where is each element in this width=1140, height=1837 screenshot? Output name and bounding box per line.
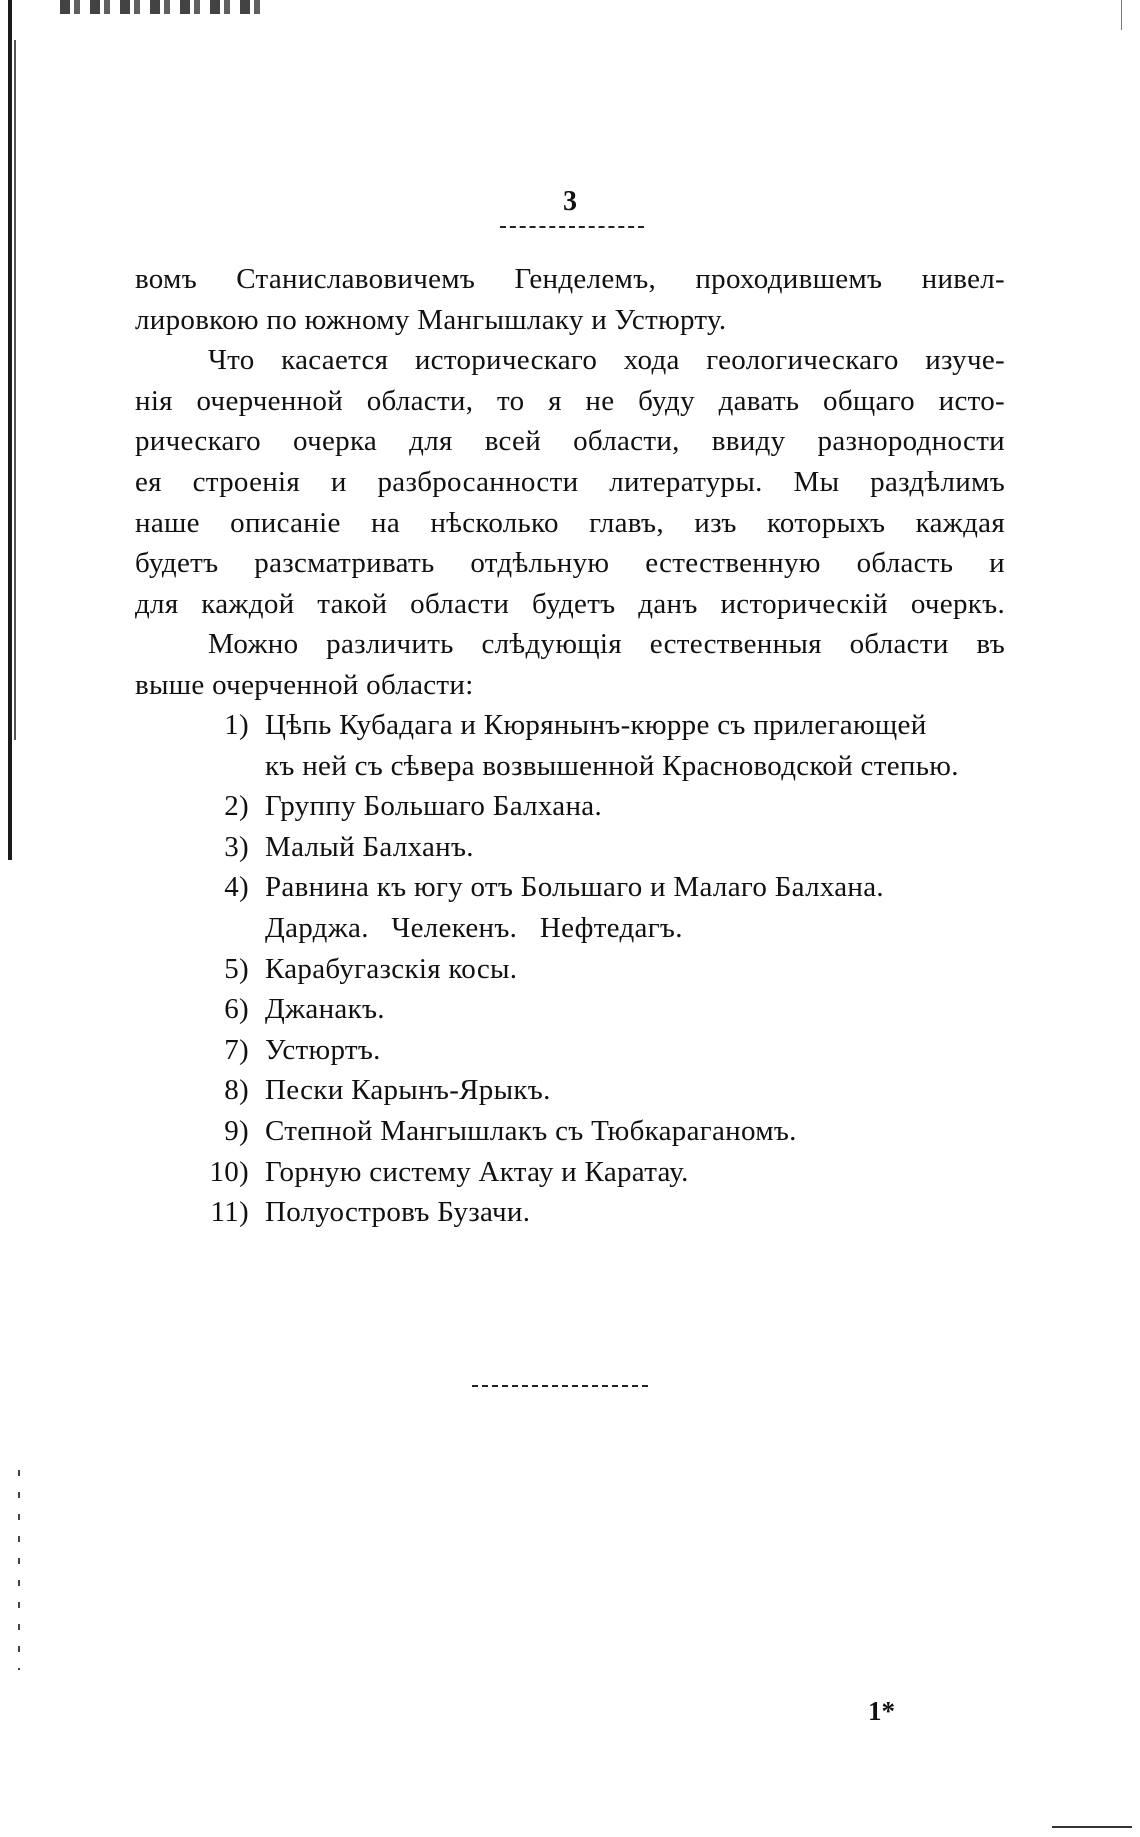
paragraph-line: Можно различить слѣдующія естественныя области въ bbox=[208, 628, 1005, 661]
list-item-number: 10) bbox=[209, 1155, 249, 1188]
list-item-text: Малый Балханъ. bbox=[265, 830, 474, 863]
body-text bbox=[135, 259, 1005, 706]
list-item-number: 11) bbox=[210, 1196, 249, 1229]
list-item-number: 7) bbox=[224, 1033, 249, 1066]
list-item-text: Карабугазскія косы. bbox=[265, 952, 518, 985]
list-item bbox=[175, 705, 1015, 786]
list-item bbox=[175, 1070, 1015, 1111]
list-item-text: Пески Карынъ-Ярыкъ. bbox=[265, 1074, 551, 1107]
printer-signature-mark: 1* bbox=[868, 1696, 895, 1726]
page-number: 3 bbox=[563, 186, 577, 217]
list-item-line: Дарджа. Челекенъ. Нефтедагъ. bbox=[265, 911, 683, 944]
list-item-number: 9) bbox=[224, 1114, 249, 1147]
list-item-number: 2) bbox=[224, 790, 249, 823]
list-item bbox=[175, 1111, 1015, 1152]
list-item bbox=[175, 989, 1015, 1030]
paragraph-line: наше описаніе на нѣсколько главъ, изъ которыхъ каждая bbox=[135, 506, 1005, 539]
list-item-number: 5) bbox=[224, 952, 249, 985]
list-item-text: Горную систему Актау и Каратау. bbox=[265, 1155, 689, 1188]
list-item-text: Джанакъ. bbox=[265, 993, 385, 1026]
scan-edge-artifact bbox=[14, 40, 16, 740]
list-item-line: Цѣпь Кубадага и Кюрянынъ-кюрре съ прилегающей bbox=[265, 709, 927, 741]
list-item bbox=[175, 867, 1015, 948]
paragraph-line: рическаго очерка для всей области, ввиду разнородности bbox=[135, 425, 1005, 458]
list-item-text: Полуостровъ Бузачи. bbox=[265, 1196, 531, 1229]
paragraph-line: вомъ Станиславовичемъ Генделемъ, проходившемъ нивел- bbox=[135, 263, 1005, 295]
paragraph-line: лировкою по южному Мангышлаку и Устюрту. bbox=[135, 303, 727, 336]
list-item-number: 3) bbox=[224, 830, 249, 863]
list-item bbox=[175, 949, 1015, 990]
list-item-number: 6) bbox=[224, 993, 249, 1026]
list-item bbox=[175, 1192, 1015, 1233]
scan-edge-artifact bbox=[1121, 0, 1122, 30]
paragraph-line: ея строенія и разбросанности литературы. Мы раздѣлимъ bbox=[135, 465, 1005, 498]
scan-smudge-artifact bbox=[60, 0, 260, 14]
list-item-number: 4) bbox=[224, 871, 249, 904]
list-item-text bbox=[265, 867, 1015, 948]
paragraph-line: нія очерченной области, то я не буду давать общаго исто- bbox=[135, 384, 1005, 417]
list-item-text: Устюртъ. bbox=[265, 1033, 381, 1066]
list-item bbox=[175, 1152, 1015, 1193]
list-item-text bbox=[265, 705, 1015, 786]
scan-edge-artifact bbox=[18, 1470, 20, 1670]
list-item-number: 8) bbox=[224, 1074, 249, 1107]
list-item-text: Группу Большаго Балхана. bbox=[265, 790, 603, 823]
header-rule bbox=[500, 226, 644, 228]
list-item-text: Степной Мангышлакъ съ Тюбкараганомъ. bbox=[265, 1114, 797, 1147]
list-item bbox=[175, 827, 1015, 868]
scan-edge-artifact bbox=[8, 0, 12, 860]
paragraph-line: Что касается историческаго хода геологическаго изуче- bbox=[208, 344, 1005, 377]
list-item-line: къ ней съ сѣвера возвышенной Красноводской степью. bbox=[265, 749, 959, 782]
section-end-rule bbox=[472, 1385, 648, 1387]
list-item bbox=[175, 786, 1015, 827]
paragraph-line: будетъ разсматривать отдѣльную естественную область и bbox=[135, 547, 1005, 580]
paragraph-line: для каждой такой области будетъ данъ историческій очеркъ. bbox=[135, 587, 1005, 620]
list-item-line: Равнина къ югу отъ Большаго и Малаго Балхана. bbox=[265, 871, 884, 904]
paragraph-line: выше очерченной области: bbox=[135, 668, 474, 701]
list-item bbox=[175, 1030, 1015, 1071]
scan-edge-artifact bbox=[1052, 1826, 1132, 1828]
regions-list bbox=[175, 705, 1015, 1233]
list-item-number: 1) bbox=[224, 709, 249, 741]
